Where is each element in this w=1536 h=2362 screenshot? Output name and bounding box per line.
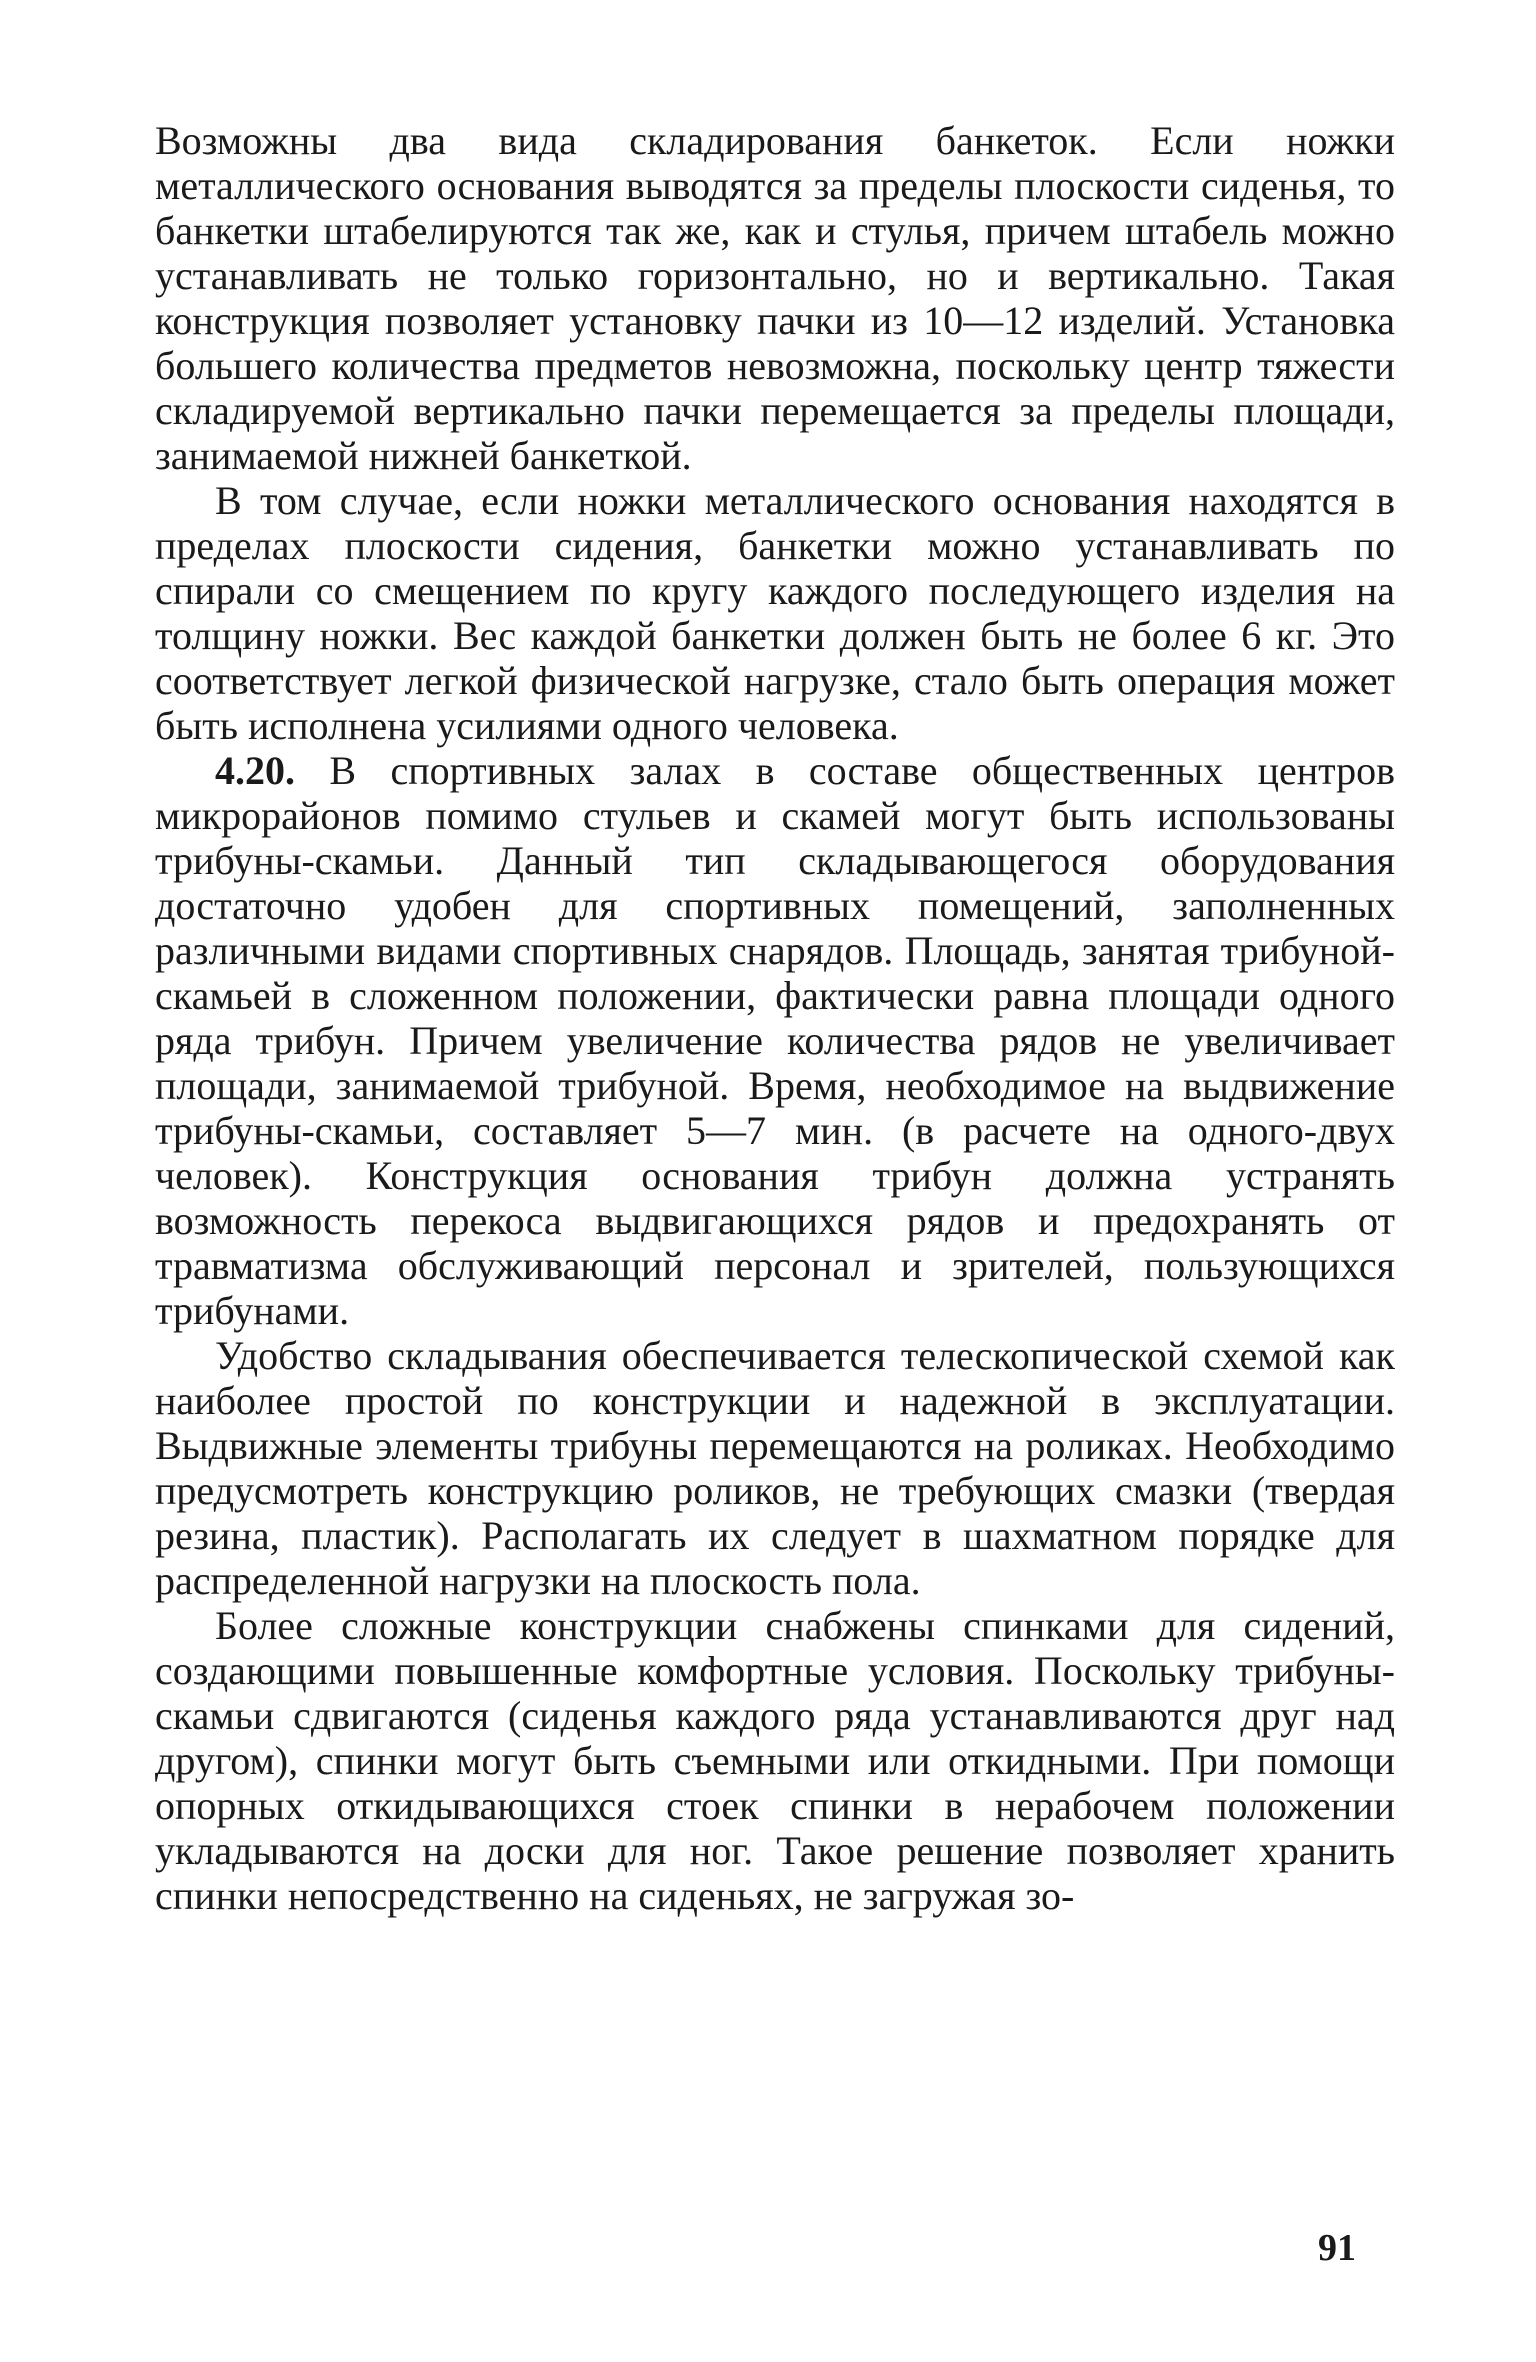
paragraph-telescopic-scheme: Удобство складывания обеспечивается телескопической схемой как наиболее простой по конструкции и надежной в эксплуатации. Выдвижные элементы трибуны перемещаются на роликах. Необходимо предусмотреть конструкцию роликов, не требующих смазки (твердая резина, пластик). Располагать их следует в шахматном порядке для распределенной нагрузки на плоскость пола. [155,1333,1395,1603]
paragraph-seat-backs: Более сложные конструкции снабжены спинками для сидений, создающими повышенные комфортные условия. Поскольку трибуны-скамьи сдвигаются (сиденья каждого ряда устанавливаются друг над другом), спинки могут быть съемными или откидными. При помощи опорных откидывающихся стоек спинки в нерабочем положении укладываются на доски для ног. Такое решение позволяет хранить спинки непосредственно на сиденьях, не загружая зо- [155,1603,1395,1918]
paragraph-stacking-types: Возможны два вида складирования банкеток. Если ножки металлического основания выводятся за пределы плоскости сиденья, то банкетки штабелируются так же, как и стулья, причем штабель можно устанавливать не только горизонтально, но и вертикально. Такая конструкция позволяет установку пачки из 10—12 изделий. Установка большего количества предметов невозможна, поскольку центр тяжести складируемой вертикально пачки перемещается за пределы площади, занимаемой нижней банкеткой. [155,118,1395,478]
section-number: 4.20. [215,748,295,793]
paragraph-spiral-stacking: В том случае, если ножки металлического основания находятся в пределах плоскости сидения, банкетки можно устанавливать по спирали со смещением по кругу каждого последующего изделия на толщину ножки. Вес каждой банкетки должен быть не более 6 кг. Это соответствует легкой физической нагрузке, стало быть операция может быть исполнена усилиями одного человека. [155,478,1395,748]
page-number: 91 [1318,2227,1356,2269]
section-4-20-text: В спортивных залах в составе общественных центров микрорайонов помимо стульев и скамей могут быть использованы трибуны-скамьи. Данный тип складывающегося оборудования достаточно удобен для спортивных помещений, заполненных различными видами спортивных снарядов. Площадь, занятая трибуной-скамьей в сложенном положении, фактически равна площади одного ряда трибун. Причем увеличение количества рядов не увеличивает площади, занимаемой трибуной. Время, необходимое на выдвижение трибуны-скамьи, составляет 5—7 мин. (в расчете на одного-двух человек). Конструкция основания трибун должна устранять возможность перекоса выдвигающихся рядов и предохранять от травматизма обслуживающий персонал и зрителей, пользующихся трибунами. [155,748,1395,1333]
paragraph-section-4-20 [155,748,1395,1333]
page-body [155,118,1395,1918]
